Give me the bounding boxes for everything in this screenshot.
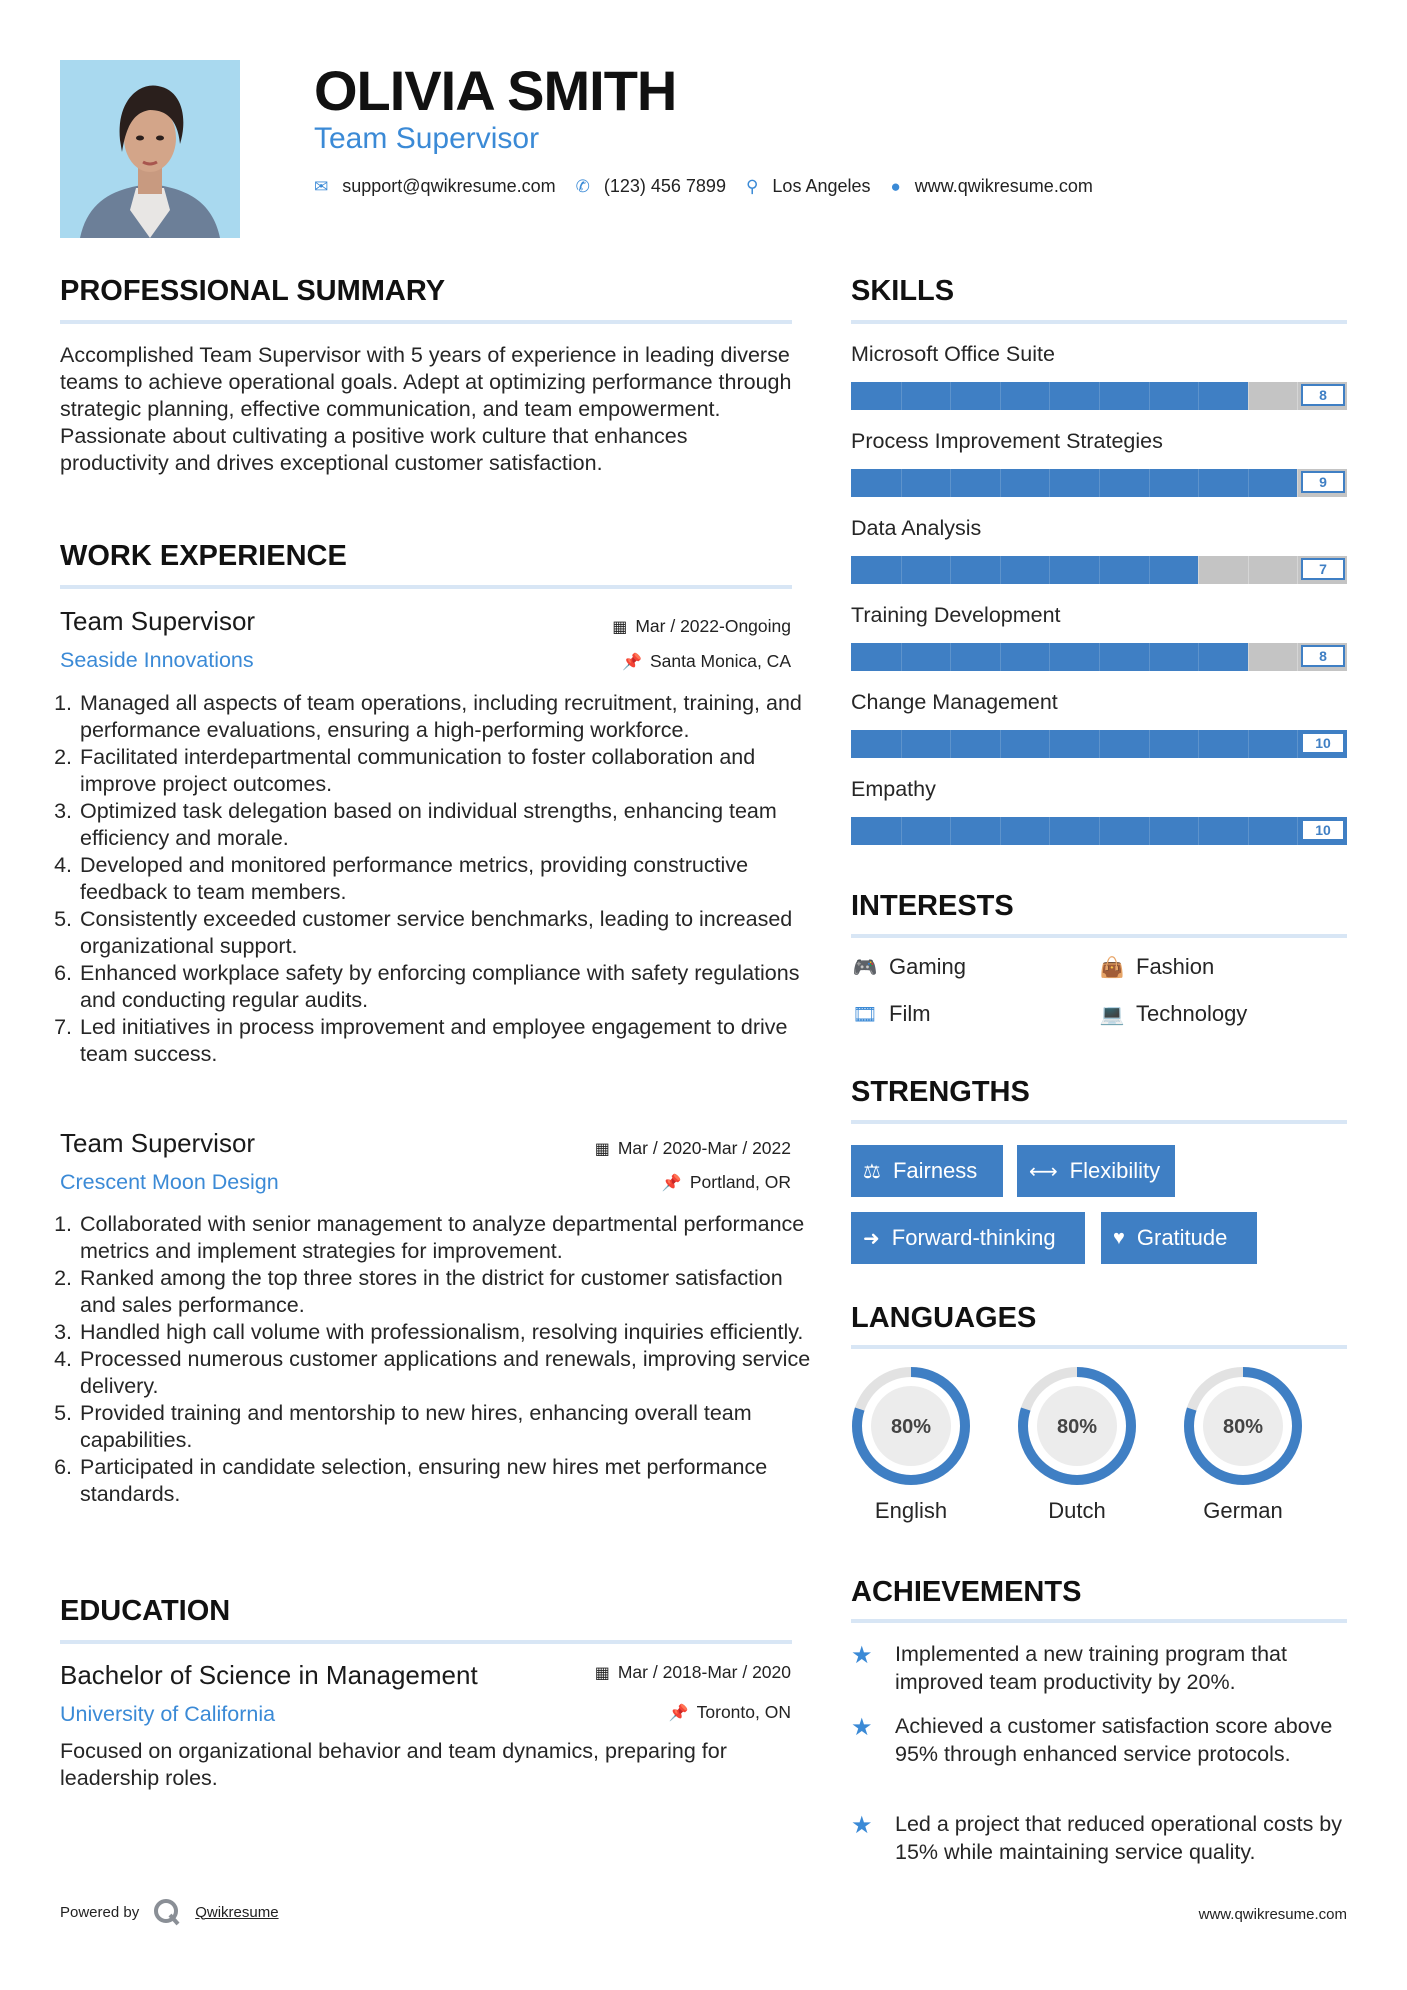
- achievement-text: Achieved a customer satisfaction score above 95% through enhanced service protocols.: [895, 1714, 1333, 1766]
- skill-bar-divider: [901, 382, 902, 410]
- skill-name: Microsoft Office Suite: [851, 342, 1055, 366]
- skill-name: Data Analysis: [851, 516, 982, 540]
- qwikresume-link[interactable]: Qwikresume: [195, 1903, 279, 1921]
- arrow-right-icon: ➜: [863, 1227, 880, 1250]
- list-item: 4. Processed numerous customer applications and renewals, improving service delivery.: [78, 1346, 822, 1400]
- skill-bar-divider: [1149, 469, 1150, 497]
- language-percent: 80%: [1222, 1416, 1264, 1438]
- balance-scale-icon: ⚖: [863, 1160, 881, 1183]
- skill-bar-divider: [1297, 643, 1298, 671]
- skill-bar-divider: [1049, 817, 1050, 845]
- star-icon: ★: [851, 1812, 873, 1839]
- job-2-date-text: Mar / 2020-Mar / 2022: [617, 1138, 791, 1158]
- calendar-icon: ▦: [594, 1141, 610, 1158]
- skill-bar-divider: [950, 730, 951, 758]
- interest-label: Film: [889, 1001, 931, 1026]
- summary-text: Accomplished Team Supervisor with 5 years of experience in leading diverse teams to achieve operational goals. Adept at optimizing performance through strategic planning, effective communication, and team empowerment. Passionate about cultivating a positive work culture that enhances productivity and drives exceptional customer satisfaction.: [60, 343, 792, 475]
- job-2-title: Team Supervisor: [60, 1128, 256, 1158]
- skill-bar-divider: [950, 643, 951, 671]
- skill-bar-divider: [1000, 730, 1001, 758]
- skill-bar-divider: [901, 469, 902, 497]
- skill-bar-divider: [1000, 556, 1001, 584]
- globe-icon: ●: [890, 176, 901, 196]
- skill-bar-divider: [1099, 817, 1100, 845]
- achievement-text: Led a project that reduced operational costs by 15% while maintaining service quality.: [895, 1812, 1343, 1864]
- skill-bar-divider: [1297, 469, 1298, 497]
- skill-bar-divider: [901, 817, 902, 845]
- achievement-item: [851, 1640, 1347, 1696]
- skill-bar-divider: [1198, 556, 1199, 584]
- skill-bar-divider: [1099, 469, 1100, 497]
- laptop-icon: 💻: [1099, 1003, 1125, 1026]
- job-2-location: [662, 1172, 791, 1193]
- job-2-bullets: [56, 1211, 822, 1508]
- pin-icon: 📌: [668, 1705, 689, 1722]
- skill-bar-fill: [851, 469, 1297, 497]
- skill-bar-divider: [1198, 643, 1199, 671]
- job-1-bullets: [56, 690, 822, 1068]
- job-2-company: Crescent Moon Design: [60, 1170, 279, 1194]
- skill-bar-divider: [1248, 382, 1249, 410]
- skill-bar-divider: [1198, 730, 1199, 758]
- achievements-heading: ACHIEVEMENTS: [851, 1576, 1082, 1608]
- experience-rule: [60, 585, 792, 589]
- pin-icon: 📌: [622, 654, 642, 671]
- skill-bar-divider: [1099, 556, 1100, 584]
- envelope-icon: ✉: [314, 176, 329, 196]
- strength-flexibility: [1017, 1145, 1175, 1197]
- film-icon: 🎞: [852, 1003, 878, 1026]
- skill-bar-divider: [1297, 730, 1298, 758]
- skill-bar-divider: [1000, 382, 1001, 410]
- job-1-location-text: Santa Monica, CA: [649, 651, 791, 671]
- language-donut: [1181, 1364, 1305, 1488]
- map-marker-icon: ⚲: [745, 176, 759, 196]
- list-item: 6. Participated in candidate selection, ensuring new hires met performance standards.: [78, 1454, 822, 1508]
- job-2-date: [595, 1138, 791, 1159]
- skill-bar-fill: [851, 556, 1198, 584]
- skill-bar-divider: [1198, 817, 1199, 845]
- language-item: [1181, 1364, 1305, 1524]
- location-text: Los Angeles: [772, 176, 871, 196]
- skill-bar-divider: [1099, 643, 1100, 671]
- skill-name: Change Management: [851, 690, 1058, 714]
- skill-bar-divider: [1248, 730, 1249, 758]
- phone-icon: ✆: [575, 176, 590, 196]
- interest-film: [851, 1001, 931, 1027]
- strength-label: Flexibility: [1069, 1158, 1161, 1183]
- interest-label: Technology: [1136, 1001, 1248, 1026]
- job-1-company: Seaside Innovations: [60, 648, 254, 672]
- skill-bar-divider: [1297, 556, 1298, 584]
- contact-location: [746, 176, 871, 197]
- interest-fashion: [1098, 954, 1214, 980]
- skill-bar-divider: [1297, 817, 1298, 845]
- star-icon: ★: [851, 1714, 873, 1741]
- skill-bar-divider: [1149, 817, 1150, 845]
- skill-bar-divider: [1149, 556, 1150, 584]
- email-text: support@qwikresume.com: [342, 176, 556, 196]
- skill-bar-divider: [1049, 469, 1050, 497]
- contact-bar: [314, 176, 1113, 197]
- skill-bar-divider: [1149, 382, 1150, 410]
- strength-label: Fairness: [892, 1158, 978, 1183]
- skill-bar-divider: [1000, 643, 1001, 671]
- website-text: www.qwikresume.com: [914, 176, 1093, 196]
- skill-name: Training Development: [851, 603, 1061, 627]
- edu-location: [669, 1702, 791, 1723]
- shopping-bag-icon: 👜: [1099, 956, 1125, 979]
- language-name: Dutch: [1048, 1498, 1106, 1523]
- skill-bar-divider: [1049, 643, 1050, 671]
- edu-school: University of California: [60, 1702, 276, 1726]
- skill-bar-divider: [1248, 643, 1249, 671]
- list-item: 4. Developed and monitored performance metrics, providing constructive feedback to team members.: [78, 852, 822, 906]
- language-name: English: [874, 1498, 948, 1523]
- edu-date-text: Mar / 2018-Mar / 2020: [617, 1662, 791, 1682]
- star-icon: ★: [851, 1642, 873, 1669]
- language-name: German: [1203, 1498, 1283, 1523]
- skill-bar-divider: [1248, 556, 1249, 584]
- interests-rule: [851, 934, 1347, 938]
- skill-level-badge: 8: [1301, 645, 1345, 667]
- list-item: 1. Managed all aspects of team operations, including recruitment, training, and performance evaluations, ensuring a high-performing workforce.: [78, 690, 822, 744]
- skill-bar: [851, 469, 1347, 497]
- skill-bar-divider: [1000, 817, 1001, 845]
- skill-bar: [851, 382, 1347, 410]
- list-item: 2. Facilitated interdepartmental communication to foster collaboration and improve project outcomes.: [78, 744, 822, 798]
- strength-label: Forward-thinking: [891, 1225, 1056, 1250]
- strengths-heading: STRENGTHS: [851, 1076, 1030, 1108]
- interest-label: Gaming: [889, 954, 967, 979]
- list-item: 5. Consistently exceeded customer service benchmarks, leading to increased organizational support.: [78, 906, 822, 960]
- edu-degree: Bachelor of Science in Management: [60, 1660, 478, 1690]
- skill-bar-divider: [1248, 817, 1249, 845]
- job-1-title: Team Supervisor: [60, 606, 256, 636]
- footer-website[interactable]: www.qwikresume.com: [1198, 1906, 1347, 1923]
- calendar-icon: ▦: [612, 619, 628, 636]
- language-item: [1015, 1364, 1139, 1524]
- skill-bar-divider: [950, 556, 951, 584]
- strength-forward-thinking: [851, 1212, 1085, 1264]
- skill-bar-divider: [1049, 382, 1050, 410]
- skill-bar-divider: [950, 382, 951, 410]
- strength-gratitude: [1101, 1212, 1257, 1264]
- achievement-item: [851, 1712, 1347, 1768]
- phone-text: (123) 456 7899: [603, 176, 726, 196]
- skill-bar-divider: [1149, 643, 1150, 671]
- edu-date: [595, 1662, 791, 1683]
- achievement-text: Implemented a new training program that improved team productivity by 20%.: [895, 1642, 1287, 1694]
- skill-name: Empathy: [851, 777, 936, 801]
- skill-bar-divider: [1049, 556, 1050, 584]
- skill-bar: [851, 817, 1347, 845]
- job-2-location-text: Portland, OR: [689, 1172, 791, 1192]
- arrows-horizontal-icon: ⟷: [1029, 1160, 1058, 1183]
- skills-heading: SKILLS: [851, 275, 955, 307]
- qwikresume-logo-icon: [153, 1898, 181, 1926]
- skill-bar: [851, 556, 1347, 584]
- pin-icon: 📌: [661, 1175, 682, 1192]
- strength-label: Gratitude: [1136, 1225, 1228, 1250]
- skill-bar-divider: [1099, 730, 1100, 758]
- language-donut: [849, 1364, 973, 1488]
- list-item: 7. Led initiatives in process improvement and employee engagement to drive team success.: [78, 1014, 822, 1068]
- job-1-location: [622, 651, 791, 672]
- job-1-date: [612, 616, 791, 637]
- candidate-name: OLIVIA SMITH: [314, 59, 677, 122]
- languages-rule: [851, 1345, 1347, 1349]
- education-rule: [60, 1640, 792, 1644]
- strength-fairness: [851, 1145, 1003, 1197]
- interest-label: Fashion: [1136, 954, 1215, 979]
- candidate-title: Team Supervisor: [314, 122, 540, 155]
- interest-gaming: [851, 954, 966, 980]
- footer-powered-by: [60, 1898, 279, 1926]
- summary-rule: [60, 320, 792, 324]
- skill-level-badge: 9: [1301, 471, 1345, 493]
- gamepad-icon: 🎮: [852, 956, 878, 979]
- language-donut: [1015, 1364, 1139, 1488]
- skill-bar-divider: [1049, 730, 1050, 758]
- contact-phone[interactable]: [576, 176, 726, 197]
- skill-bar-divider: [1198, 382, 1199, 410]
- skill-bar-divider: [1000, 469, 1001, 497]
- language-percent: 80%: [890, 1416, 932, 1438]
- achievement-item: [851, 1810, 1347, 1866]
- profile-photo: [60, 60, 240, 238]
- education-heading: EDUCATION: [60, 1595, 231, 1627]
- experience-heading: WORK EXPERIENCE: [60, 540, 347, 572]
- skill-bar: [851, 730, 1347, 758]
- list-item: 5. Provided training and mentorship to new hires, enhancing overall team capabilities.: [78, 1400, 822, 1454]
- skill-name: Process Improvement Strategies: [851, 429, 1163, 453]
- skill-bar-divider: [1198, 469, 1199, 497]
- edu-description: Focused on organizational behavior and team dynamics, preparing for leadership roles.: [60, 1739, 727, 1790]
- interest-technology: [1098, 1001, 1247, 1027]
- portrait-image: [60, 60, 240, 238]
- skill-bar-divider: [1099, 382, 1100, 410]
- contact-email[interactable]: [314, 176, 556, 197]
- skill-bar-divider: [901, 556, 902, 584]
- language-item: [849, 1364, 973, 1524]
- skill-level-badge: 10: [1301, 819, 1345, 841]
- contact-website[interactable]: [891, 176, 1093, 197]
- calendar-icon: ▦: [594, 1665, 610, 1682]
- skill-bar-divider: [1248, 469, 1249, 497]
- edu-location-text: Toronto, ON: [696, 1702, 791, 1722]
- list-item: 2. Ranked among the top three stores in the district for customer satisfaction and sales performance.: [78, 1265, 822, 1319]
- summary-heading: PROFESSIONAL SUMMARY: [60, 275, 446, 307]
- job-1-date-text: Mar / 2022-Ongoing: [635, 616, 791, 636]
- skill-bar-divider: [1297, 382, 1298, 410]
- skill-bar: [851, 643, 1347, 671]
- list-item: 1. Collaborated with senior management to analyze departmental performance metrics and implement strategies for improvement.: [78, 1211, 822, 1265]
- list-item: 3. Optimized task delegation based on individual strengths, enhancing team efficiency and morale.: [78, 798, 822, 852]
- strengths-rule: [851, 1120, 1347, 1124]
- heart-icon: ♥: [1113, 1226, 1125, 1249]
- skill-bar-divider: [901, 730, 902, 758]
- skill-bar-divider: [950, 817, 951, 845]
- languages-heading: LANGUAGES: [851, 1302, 1037, 1334]
- interests-heading: INTERESTS: [851, 890, 1014, 922]
- achievements-rule: [851, 1619, 1347, 1623]
- skill-level-badge: 10: [1301, 732, 1345, 754]
- skill-bar-divider: [901, 643, 902, 671]
- skill-level-badge: 8: [1301, 384, 1345, 406]
- skills-rule: [851, 320, 1347, 324]
- list-item: 3. Handled high call volume with professionalism, resolving inquiries efficiently.: [78, 1319, 822, 1346]
- list-item: 6. Enhanced workplace safety by enforcing compliance with safety regulations and conducting regular audits.: [78, 960, 822, 1014]
- powered-by-text: Powered by: [60, 1903, 140, 1921]
- skill-level-badge: 7: [1301, 558, 1345, 580]
- language-percent: 80%: [1056, 1416, 1098, 1438]
- skill-bar-divider: [1149, 730, 1150, 758]
- skill-bar-divider: [950, 469, 951, 497]
